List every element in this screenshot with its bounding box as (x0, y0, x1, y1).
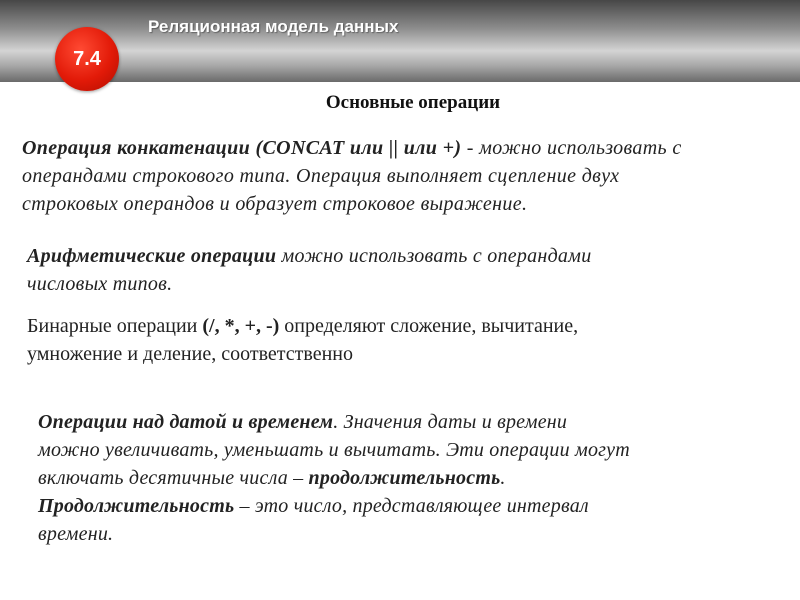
concat-term: Операция конкатенации (CONCAT или || или +) (22, 137, 462, 159)
duration-term-1: продолжительность (308, 467, 501, 489)
datetime-line-1 (38, 408, 758, 436)
datetime-text-1: . Значения даты и времени (333, 411, 568, 433)
datetime-period: . (500, 467, 506, 489)
duration-term-2: Продолжительность (38, 495, 235, 517)
binary-operators: (/, *, +, -) (202, 315, 280, 337)
arith-line-1 (27, 242, 727, 270)
datetime-line-4 (38, 492, 758, 520)
concat-line-3: строковых операндов и образует строковое выражение. (22, 193, 528, 215)
concat-line-1 (22, 134, 800, 162)
arith-text-1: можно использовать с операндами (276, 245, 592, 267)
binary-text-1: определяют сложение, вычитание, (279, 315, 579, 337)
datetime-text-4: – это число, представляющее интервал (234, 495, 589, 517)
concat-line-2: операндами строкового типа. Операция выполняет сцепление двух (22, 165, 620, 187)
binary-lead: Бинарные операции (27, 315, 203, 337)
datetime-paragraph (38, 408, 758, 548)
slide-subtitle: Основные операции (325, 92, 501, 113)
binary-paragraph (27, 312, 747, 368)
arith-line-2: числовых типов. (27, 273, 173, 295)
section-number-badge: 7.4 (55, 27, 119, 91)
arith-paragraph (27, 242, 727, 298)
datetime-line-5: времени. (38, 523, 114, 545)
datetime-text-3: включать десятичные числа – (38, 467, 309, 489)
title-bar (0, 0, 800, 82)
datetime-line-3 (38, 464, 758, 492)
header-title: Реляционная модель данных (148, 17, 399, 36)
binary-line-1 (27, 312, 747, 340)
concat-paragraph (22, 134, 800, 218)
arith-term: Арифметические операции (27, 245, 277, 267)
concat-text-1: - можно использовать с (461, 137, 682, 159)
binary-line-2: умножение и деление, соответственно (27, 343, 353, 365)
datetime-term: Операции над датой и временем (38, 411, 334, 433)
datetime-line-2: можно увеличивать, уменьшать и вычитать. Эти операции могут (38, 439, 630, 461)
